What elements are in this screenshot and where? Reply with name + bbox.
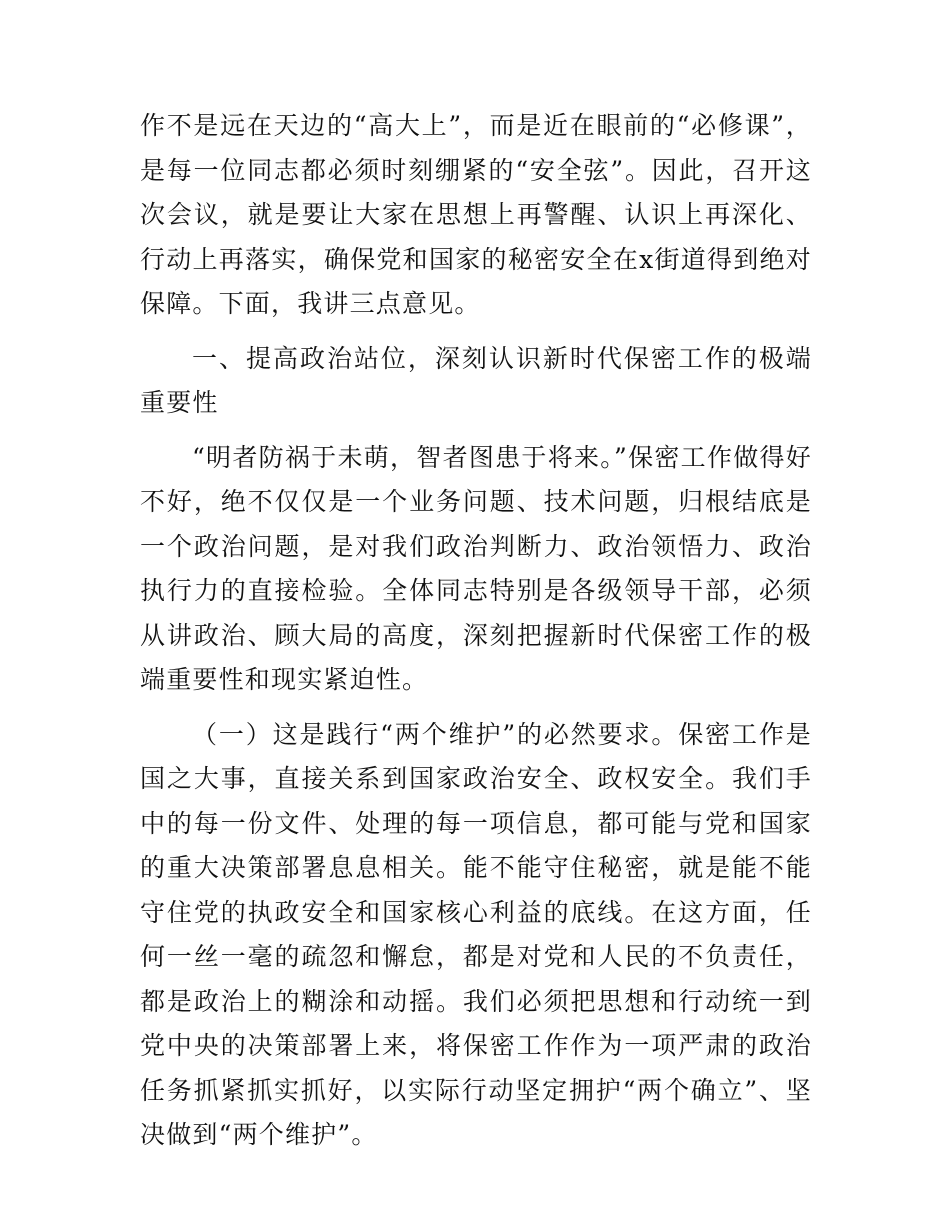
section-heading: 一、提高政治站位，深刻认识新时代保密工作的极端重要性: [140, 343, 812, 417]
paragraph-subsection: （一）这是践行“两个维护”的必然要求。保密工作是国之大事，直接关系到国家政治安全、政权安全。我们手中的每一份文件、处理的每一项信息，都可能与党和国家的重大决策部署息息相关。能不能守住秘密，就是能不能守住党的执政安全和国家核心利益的底线。在这方面，任何一丝一毫的疏忽和懈怠，都是对党和人民的不负责任，都是政治上的糊涂和动摇。我们必须把思想和行动统一到党中央的决策部署上来，将保密工作作为一项严肃的政治任务抓紧抓实抓好，以实际行动坚定拥护“两个确立”、坚决做到“两个维护”。: [140, 719, 812, 1149]
document-body: [140, 104, 812, 1158]
paragraph-intro-continuation: 作不是远在天边的“高大上”，而是近在眼前的“必修课”，是每一位同志都必须时刻绷紧的“安全弦”。因此，召开这次会议，就是要让大家在思想上再警醒、认识上再深化、行动上再落实，确保党和国家的秘密安全在x街道得到绝对保障。下面，我讲三点意见。: [140, 111, 812, 318]
paragraph-section-body: “明者防祸于未萌，智者图患于将来。”保密工作做得好不好，绝不仅仅是一个业务问题、技术问题，归根结底是一个政治问题，是对我们政治判断力、政治领悟力、政治执行力的直接检验。全体同志特别是各级领导干部，必须从讲政治、顾大局的高度，深刻把握新时代保密工作的极端重要性和现实紧迫性。: [140, 442, 812, 694]
